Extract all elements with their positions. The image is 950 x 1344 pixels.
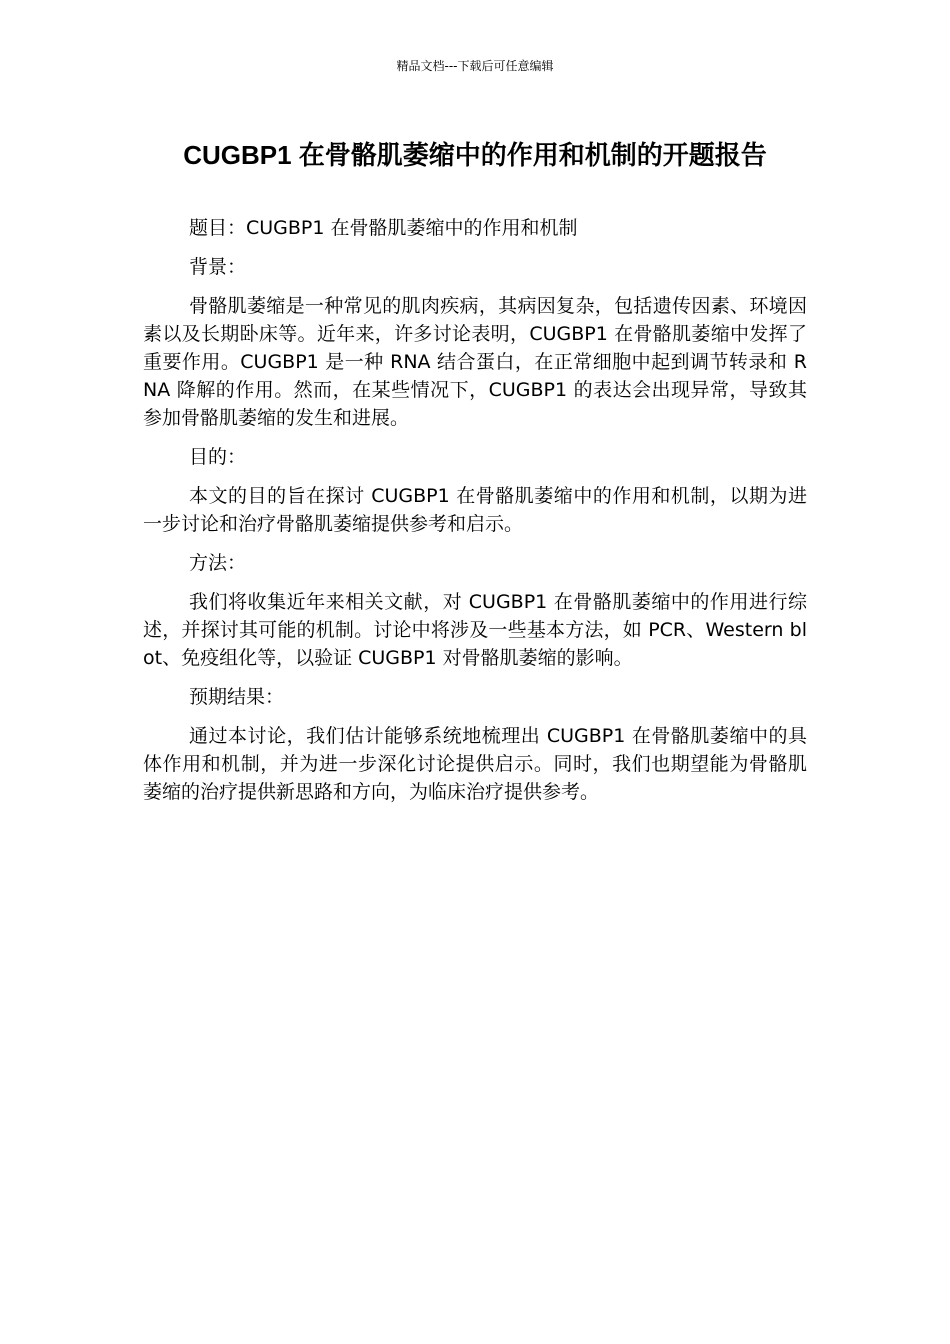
background-paragraph: 骨骼肌萎缩是一种常见的肌肉疾病，其病因复杂，包括遗传因素、环境因素以及长期卧床等。近年来，许多讨论表明，CUGBP1 在骨骼肌萎缩中发挥了重要作用。CUGBP1 是一种 RNA 结合蛋白，在正常细胞中起到调节转录和 RNA 降解的作用。然而，在某些情况下，CUGBP1 的表达会出现异常，导致其参加骨骼肌萎缩的发生和进展。 (143, 295, 807, 429)
background-heading: 背景： (189, 256, 247, 278)
method-paragraph: 我们将收集近年来相关文献，对 CUGBP1 在骨骼肌萎缩中的作用进行综述，并探讨其可能的机制。讨论中将涉及一些基本方法，如 PCR、Western blot、免疫组化等，以验证 CUGBP1 对骨骼肌萎缩的影响。 (143, 591, 807, 669)
expected-results-heading: 预期结果： (189, 686, 285, 708)
topic-line: 题目：CUGBP1 在骨骼肌萎缩中的作用和机制 (189, 217, 578, 239)
purpose-heading: 目的： (189, 446, 247, 468)
header-note: 精品文档---下载后可任意编辑 (396, 59, 554, 73)
document-title: CUGBP1 在骨骼肌萎缩中的作用和机制的开题报告 (183, 140, 767, 170)
expected-results-paragraph: 通过本讨论，我们估计能够系统地梳理出 CUGBP1 在骨骼肌萎缩中的具体作用和机制，并为进一步深化讨论提供启示。同时，我们也期望能为骨骼肌萎缩的治疗提供新思路和方向，为临床治疗提供参考。 (143, 725, 807, 803)
purpose-paragraph: 本文的目的旨在探讨 CUGBP1 在骨骼肌萎缩中的作用和机制，以期为进一步讨论和治疗骨骼肌萎缩提供参考和启示。 (143, 485, 807, 535)
method-heading: 方法： (189, 552, 247, 574)
document-body (143, 214, 807, 817)
